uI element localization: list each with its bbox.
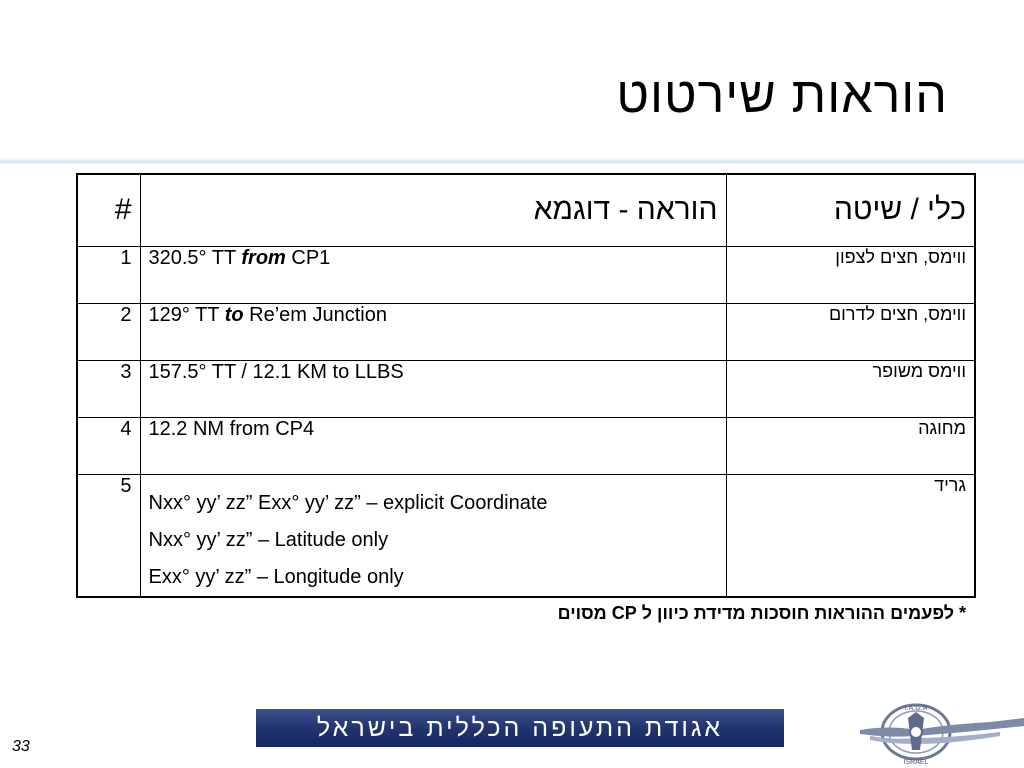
- row-instruction: [140, 246, 726, 303]
- row-instruction: [140, 474, 726, 597]
- coordinate-longitude-line: Exx° yy’ zz” – Longitude only: [148, 565, 404, 588]
- row-number: 4: [77, 417, 140, 474]
- header-tool: כלי / שיטה: [726, 174, 975, 246]
- row-number: 5: [77, 474, 140, 597]
- row-tool: ווימס, חצים לדרום: [726, 303, 975, 360]
- title-divider: [0, 159, 1024, 164]
- logo-top-text: I.A.G.A: [904, 705, 928, 712]
- row-number: 1: [77, 246, 140, 303]
- instruction-text: 320.5° TT: [148, 246, 242, 269]
- slide-title: הוראות שירטוט: [616, 67, 948, 123]
- header-instruction: הוראה - דוגמא: [140, 174, 726, 246]
- table-row: [77, 417, 975, 474]
- row-instruction: [140, 303, 726, 360]
- instruction-text: CP1: [285, 246, 331, 269]
- page-number: 33: [12, 738, 30, 755]
- instruction-text: Re’em Junction: [243, 303, 387, 326]
- row-tool: גריד: [726, 474, 975, 597]
- row-number: 3: [77, 360, 140, 417]
- table-row: [77, 303, 975, 360]
- row-instruction: [140, 360, 726, 417]
- coordinate-explicit-line: Nxx° yy’ zz” Exx° yy’ zz” – explicit Coordinate: [148, 491, 548, 514]
- instruction-emphasis: to: [224, 303, 244, 326]
- logo-bottom-text: ISRAEL: [903, 759, 929, 766]
- coordinate-latitude-line: Nxx° yy’ zz” – Latitude only: [148, 528, 389, 551]
- table-row: [77, 474, 975, 597]
- association-banner: אגודת התעופה הכללית בישראל: [256, 709, 784, 747]
- row-instruction: [140, 417, 726, 474]
- row-tool: ווימס משופר: [726, 360, 975, 417]
- table-row: [77, 246, 975, 303]
- instruction-text: 157.5° TT / 12.1 KM to LLBS: [148, 360, 404, 383]
- footnote: * לפעמים ההוראות חוסכות מדידת כיוון ל CP מסוים: [557, 603, 966, 623]
- table-header-row: [77, 174, 975, 246]
- instructions-table: [76, 173, 976, 598]
- instruction-text: 12.2 NM from CP4: [148, 417, 315, 440]
- table-row: [77, 360, 975, 417]
- iaga-wings-logo-icon: [850, 692, 1024, 768]
- row-tool: ווימס, חצים לצפון: [726, 246, 975, 303]
- header-number: #: [77, 174, 140, 246]
- instruction-emphasis: from: [241, 246, 286, 269]
- row-tool: מחוגה: [726, 417, 975, 474]
- instruction-text: 129° TT: [148, 303, 225, 326]
- row-number: 2: [77, 303, 140, 360]
